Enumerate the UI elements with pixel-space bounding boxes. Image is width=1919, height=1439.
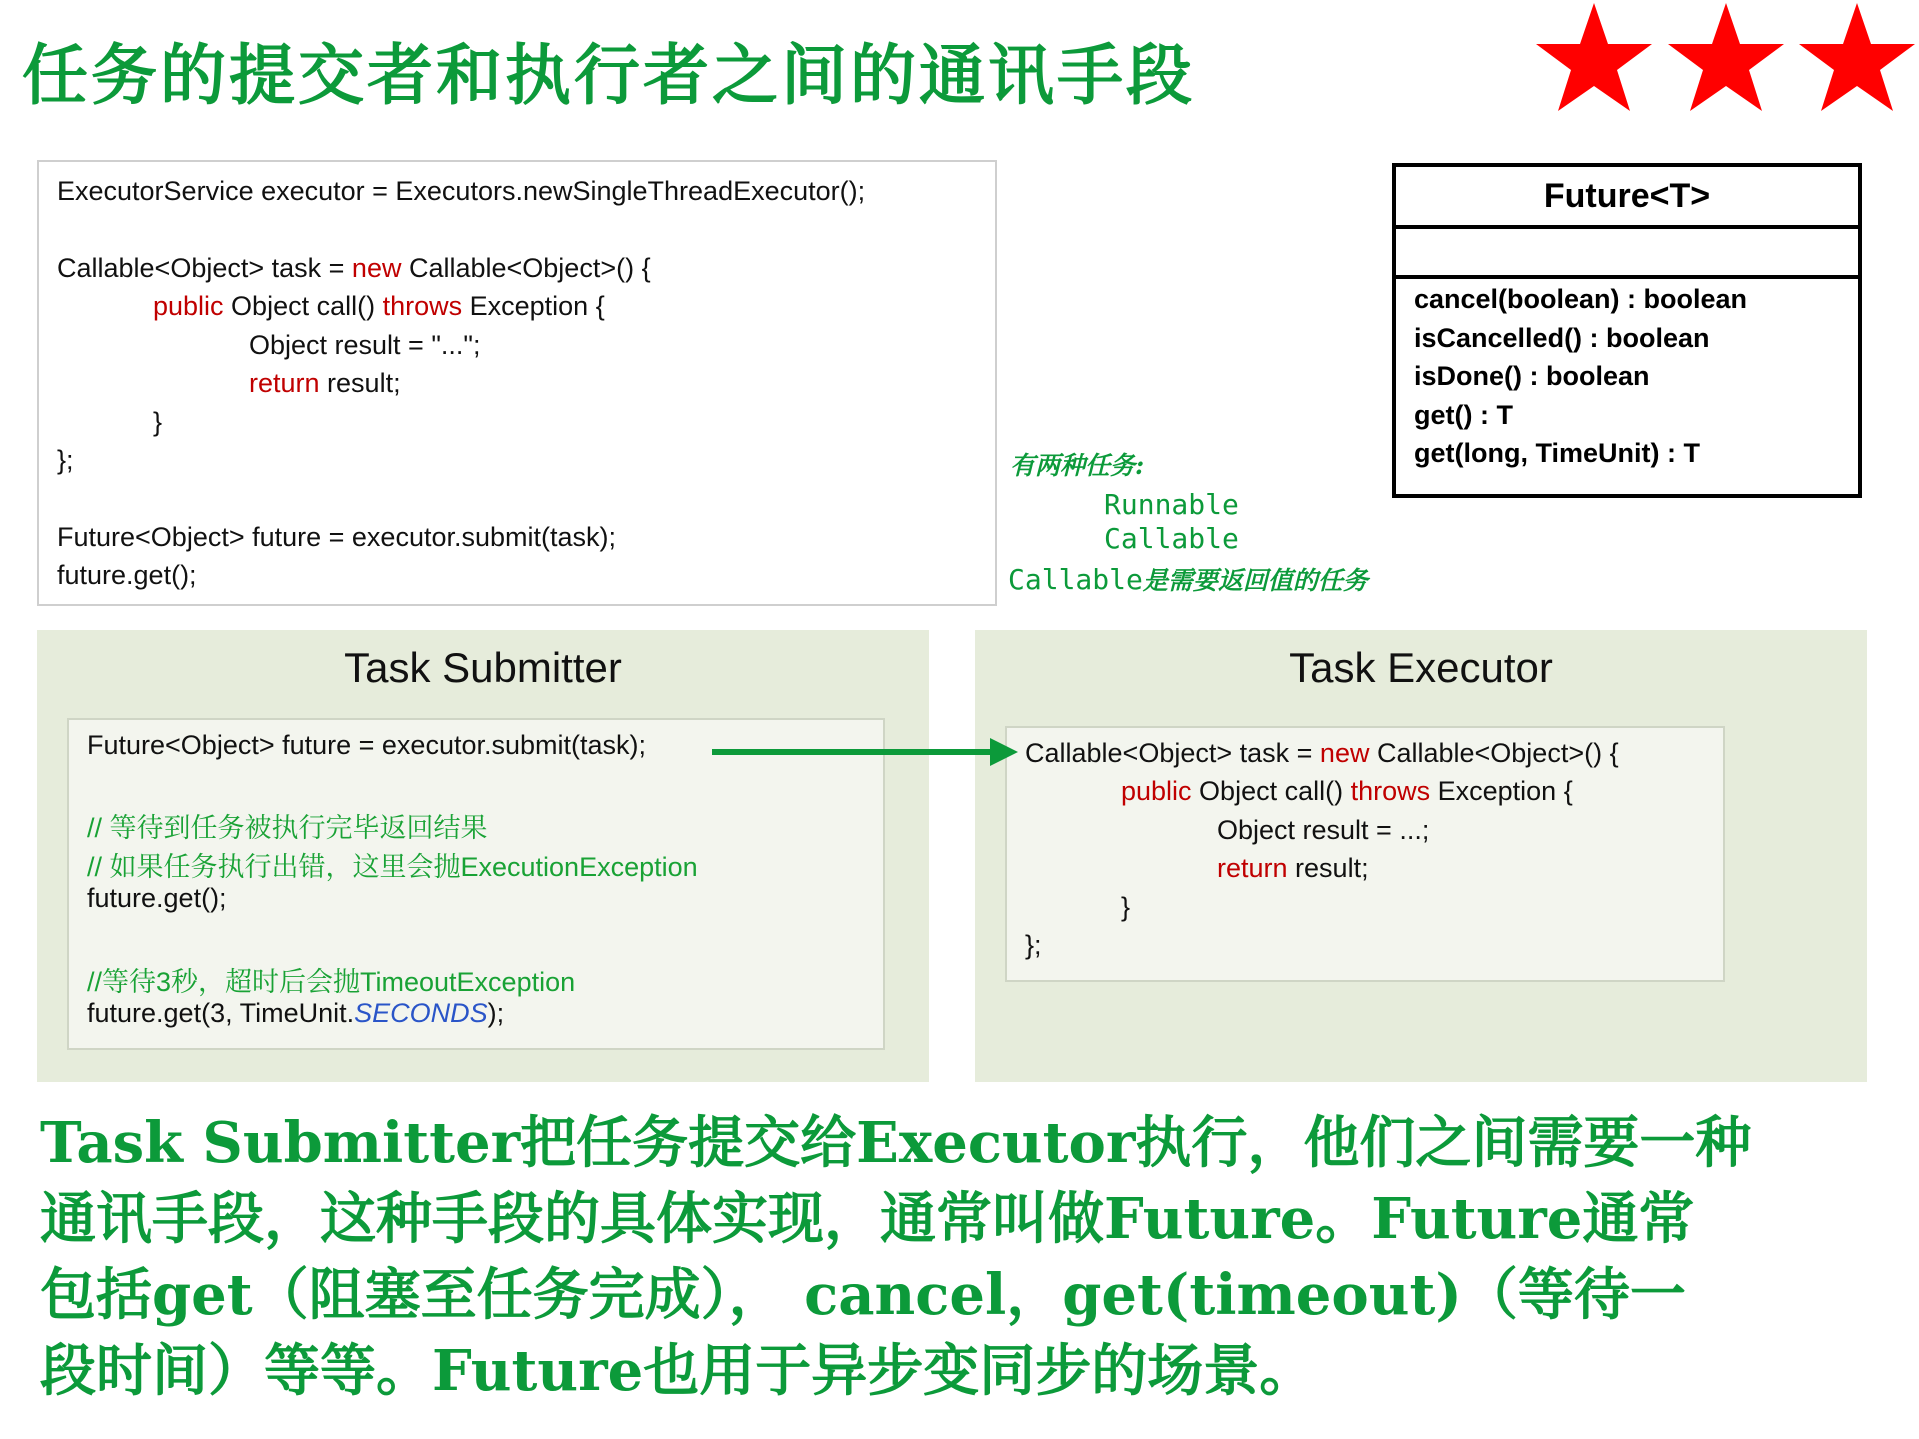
submit-arrow-icon	[710, 736, 1020, 768]
code-comment: // 等待到任务被执行完毕返回结果	[87, 813, 488, 843]
page-title: 任务的提交者和执行者之间的通讯手段	[22, 36, 1195, 114]
future-uml-class	[1392, 163, 1862, 498]
uml-method: get(long, TimeUnit) : T	[1414, 438, 1700, 468]
code-line: Callable<Object> task = new Callable<Object>() {	[57, 253, 651, 283]
executor-title: Task Executor	[1289, 644, 1553, 691]
code-line: return result;	[249, 368, 401, 398]
note-footer: Callable是需要返回值的任务	[1008, 563, 1368, 596]
code-line: Object result = "...";	[249, 330, 481, 360]
task-executor-panel	[975, 630, 1867, 1082]
code-line: return result;	[1217, 853, 1369, 883]
code-line: Future<Object> future = executor.submit(task);	[87, 730, 647, 760]
executor-code-box	[1005, 726, 1725, 982]
code-line: }	[153, 407, 163, 437]
uml-method: get() : T	[1414, 400, 1513, 430]
summary-text	[40, 1105, 1890, 1409]
summary-line: 段时间）等等。Future也用于异步变同步的场景。	[40, 1338, 1316, 1404]
code-line: public Object call() throws Exception {	[153, 291, 605, 321]
code-line: public Object call() throws Exception {	[1121, 776, 1573, 806]
note-item-callable: Callable	[1104, 522, 1239, 555]
uml-attributes	[1396, 229, 1858, 279]
code-line: };	[57, 445, 74, 475]
uml-method: isDone() : boolean	[1414, 361, 1650, 391]
task-submitter-panel	[37, 630, 929, 1082]
summary-line: 包括get（阻塞至任务完成）， cancel，get(timeout)（等待一	[40, 1262, 1686, 1328]
code-line: future.get(3, TimeUnit.SECONDS);	[87, 998, 505, 1028]
summary-line: Task Submitter把任务提交给Executor执行，他们之间需要一种	[40, 1110, 1752, 1176]
code-comment: // 如果任务执行出错，这里会抛ExecutionException	[87, 852, 698, 882]
star-icon	[1668, 3, 1784, 111]
code-line: ExecutorService executor = Executors.newSingleThreadExecutor();	[57, 176, 866, 206]
code-comment: //等待3秒，超时后会抛TimeoutException	[87, 967, 576, 997]
submitter-title: Task Submitter	[344, 644, 622, 691]
code-line: }	[1121, 892, 1131, 922]
uml-class-name: Future<T>	[1396, 167, 1858, 229]
uml-method: cancel(boolean) : boolean	[1414, 284, 1748, 314]
code-line: future.get();	[57, 560, 197, 590]
note-heading: 有两种任务:	[1010, 451, 1145, 480]
uml-method: isCancelled() : boolean	[1414, 323, 1710, 353]
summary-line: 通讯手段，这种手段的具体实现，通常叫做Future。Future通常	[40, 1186, 1695, 1252]
code-line: future.get();	[87, 883, 227, 913]
code-line: Callable<Object> task = new Callable<Object>() {	[1025, 738, 1619, 768]
rating-stars	[1532, 0, 1919, 115]
star-icon	[1536, 3, 1652, 111]
code-line: };	[1025, 930, 1042, 960]
code-line: Future<Object> future = executor.submit(task);	[57, 522, 617, 552]
example-code-box	[37, 160, 997, 606]
note-item-runnable: Runnable	[1104, 488, 1239, 521]
code-line: Object result = ...;	[1217, 815, 1430, 845]
star-icon	[1799, 3, 1915, 111]
